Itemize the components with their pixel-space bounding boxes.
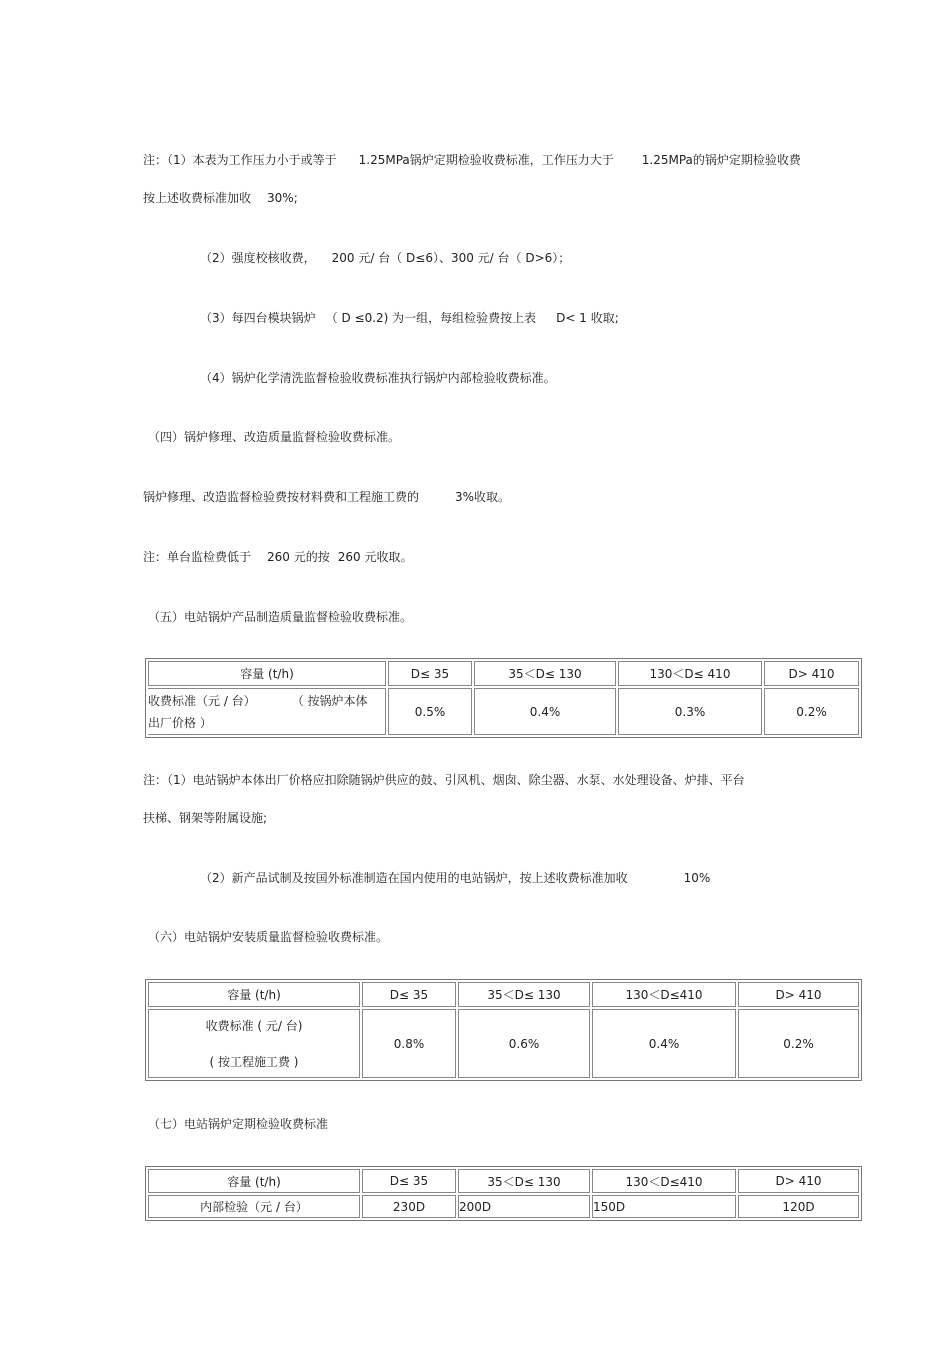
section-4-text: 锅炉修理、改造监督检验费按材料费和工程施工费的 (143, 490, 420, 504)
table-cell: 120D (738, 1195, 859, 1218)
section-4-rate: 3%收取。 (455, 490, 511, 504)
section-4-line (143, 489, 510, 505)
row-label-cell (148, 688, 386, 735)
table-header-cell: 35＜D≤ 130 (458, 982, 590, 1007)
note-1-text: 注：（1）本表为工作压力小于或等于 (143, 153, 337, 167)
section-4-title: （四）锅炉修理、改造质量监督检验收费标准。 (148, 430, 401, 444)
note-3-text: （3）每四台模块锅炉 (200, 311, 316, 325)
section-5-title: （五）电站锅炉产品制造质量监督检验收费标准。 (148, 610, 413, 624)
table-cell: 0.8% (362, 1009, 456, 1078)
table-cell: 0.4% (474, 688, 616, 735)
pressure-value-2: 1.25MPa (641, 153, 693, 167)
table-header-cell: D> 410 (764, 661, 859, 686)
note-1-text-3: 的锅炉定期检验收费 (692, 153, 801, 167)
row-label-a: 收费标准（元 / 台） (148, 693, 256, 708)
table-header-cell: 35＜D≤ 130 (458, 1169, 590, 1193)
section-6-table (145, 979, 862, 1081)
table-header-cell: D≤ 35 (362, 982, 456, 1007)
section-7-table (145, 1166, 862, 1221)
section-6-title: （六）电站锅炉安装质量监督检验收费标准。 (148, 930, 389, 944)
table-header-cell: D≤ 35 (362, 1169, 456, 1193)
row-label-a: 收费标准 ( 元/ 台) (205, 1018, 303, 1033)
pressure-value: 1.25MPa (358, 153, 410, 167)
table-header-cell: D> 410 (738, 1169, 859, 1193)
note-4: （4）锅炉化学清洗监督检验收费标准执行锅炉内部检验收费标准。 (200, 371, 556, 385)
section-5-note-1a: 注：（1）电站锅炉本体出厂价格应扣除随锅炉供应的鼓、引风机、烟囱、除尘器、水泵、水处理设备、炉排、平台 (143, 773, 745, 787)
table-row (148, 1009, 859, 1078)
table-header-cell: 容量 (t/h) (148, 661, 386, 686)
section-4-note-text: 注：单台监检费低于 (143, 550, 252, 564)
table-header-cell: 容量 (t/h) (148, 982, 360, 1007)
table-cell: 0.3% (618, 688, 762, 735)
note-2 (200, 250, 570, 266)
table-cell: 150D (592, 1195, 736, 1218)
table-header-cell: 容量 (t/h) (148, 1169, 360, 1193)
row-label-line-1 (148, 690, 385, 712)
section-5-note-2 (200, 870, 710, 886)
table-header-cell: 130＜D≤ 410 (618, 661, 762, 686)
row-label-b: （ 按锅炉本体 (291, 693, 368, 708)
note-2-value: 200 元/ 台（ D≤6）、300 元/ 台（ D>6）； (331, 251, 571, 265)
note-2-text: （2）强度校核收费， (200, 251, 316, 265)
table-cell: 230D (362, 1195, 456, 1218)
note-1b-text: 按上述收费标准加收 (143, 191, 252, 205)
section-4-note-text-2: 260 元的按 (267, 550, 330, 564)
table-header-cell: 130＜D≤410 (592, 982, 736, 1007)
note-1-text-2: 锅炉定期检验收费标准，工作压力大于 (409, 153, 614, 167)
row-label-cell: 内部检验（元 / 台） (148, 1195, 360, 1218)
table-row (148, 688, 859, 735)
section-5-note-1b: 扶梯、钢架等附属设施; (143, 811, 268, 825)
section-5-table (145, 658, 862, 738)
note-3-text-3: D< 1 收取; (556, 311, 619, 325)
note-1-line-a (143, 152, 801, 168)
table-header-cell: 35＜D≤ 130 (474, 661, 616, 686)
table-header-cell: 130＜D≤410 (592, 1169, 736, 1193)
table-cell: 0.5% (388, 688, 472, 735)
section-5-note-2-text: （2）新产品试制及按国外标准制造在国内使用的电站锅炉，按上述收费标准加收 (200, 871, 628, 885)
table-header-row (148, 661, 859, 686)
table-cell: 0.6% (458, 1009, 590, 1078)
table-header-row (148, 1169, 859, 1193)
section-4-note (143, 549, 412, 565)
table-row (148, 1195, 859, 1218)
table-cell: 0.2% (764, 688, 859, 735)
table-header-cell: D> 410 (738, 982, 859, 1007)
row-label-c: 出厂价格 ） (148, 715, 212, 730)
note-1-line-b (143, 190, 298, 206)
row-label-b: ( 按工程施工费 ) (209, 1054, 299, 1069)
section-7-title: （七）电站锅炉定期检验收费标准 (148, 1117, 329, 1131)
table-cell: 0.4% (592, 1009, 736, 1078)
section-4-note-text-3: 260 元收取。 (337, 550, 413, 564)
note-3-text-2: （ D ≤0.2) 为一组，每组检验费按上表 (325, 311, 537, 325)
row-label-cell (148, 1009, 360, 1078)
note-3 (200, 310, 619, 326)
surcharge-value: 30%; (267, 191, 298, 205)
table-cell: 200D (458, 1195, 590, 1218)
table-header-row (148, 982, 859, 1007)
section-5-note-2-value: 10% (683, 871, 711, 885)
table-header-cell: D≤ 35 (388, 661, 472, 686)
table-cell: 0.2% (738, 1009, 859, 1078)
